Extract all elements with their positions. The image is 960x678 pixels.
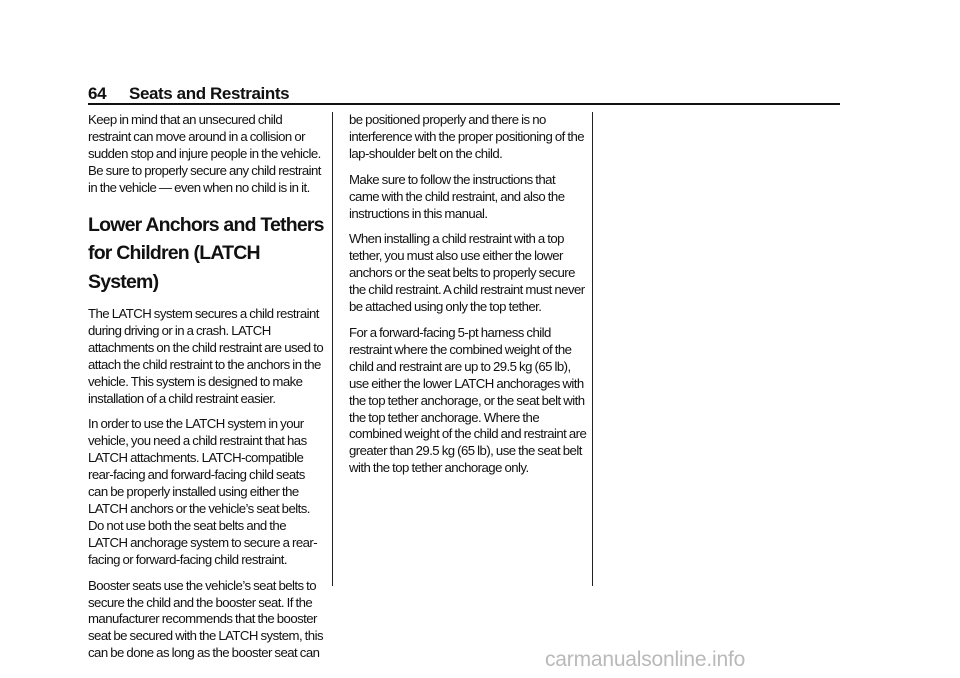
column-divider (332, 112, 333, 586)
section-heading: Lower Anchors and Tethers for Children (LATCH System) (88, 213, 324, 293)
column-divider (592, 112, 593, 586)
paragraph: Make sure to follow the instructions that came with the child restraint, and also the instructions in this manual. (349, 171, 565, 221)
column-left (88, 112, 326, 671)
page-number: 64 (88, 84, 107, 103)
paragraph: Booster seats use the vehicle’s seat belts to secure the child and the booster seat. If the manufacturer recommends that the booster seat be secured with the LATCH system, this can be done as long as the booster seat can (88, 577, 323, 661)
paragraph: For a forward-facing 5-pt harness child restraint where the combined weight of the child and restraint are up to 29.5 kg (65 lb), use either the lower LATCH anchorages with the top tether anchorage, or the seat belt with the top tether anchorage. Where the combined weight of the child and restraint are greater than 29.5 kg (65 lb), use the seat belt with the top tether anchorage only. (349, 324, 587, 476)
column-middle (349, 112, 587, 486)
header-rule (88, 103, 840, 105)
paragraph: Keep in mind that an unsecured child restraint can move around in a collision or sudden stop and injure people in the vehicle. Be sure to properly secure any child restraint in the vehicle — even when no child is in it. (88, 112, 321, 195)
paragraph: In order to use the LATCH system in your vehicle, you need a child restraint that has LATCH attachments. LATCH-compatible rear-facing and forward-facing child seats can be properly installed using either the LATCH anchors or the vehicle’s seat belts. Do not use both the seat belts and the LATCH anchorage system to secure a rear-facing or forward-facing child restraint. (88, 416, 318, 567)
paragraph: The LATCH system secures a child restraint during driving or in a crash. LATCH attachments on the child restraint are used to attach the child restraint to the anchors in the vehicle. This system is designed to make installation of a child restraint easier. (88, 306, 324, 406)
watermark-link[interactable]: carmanualsonline.info (545, 648, 746, 671)
paragraph: When installing a child restraint with a top tether, you must also use either the lower anchors or the seat belts to properly secure the child restraint. A child restraint must never be attached using only the top tether. (349, 231, 585, 315)
section-title: Seats and Restraints (129, 84, 290, 103)
paragraph: be positioned properly and there is no interference with the proper positioning of the lap-shoulder belt on the child. (349, 112, 585, 161)
